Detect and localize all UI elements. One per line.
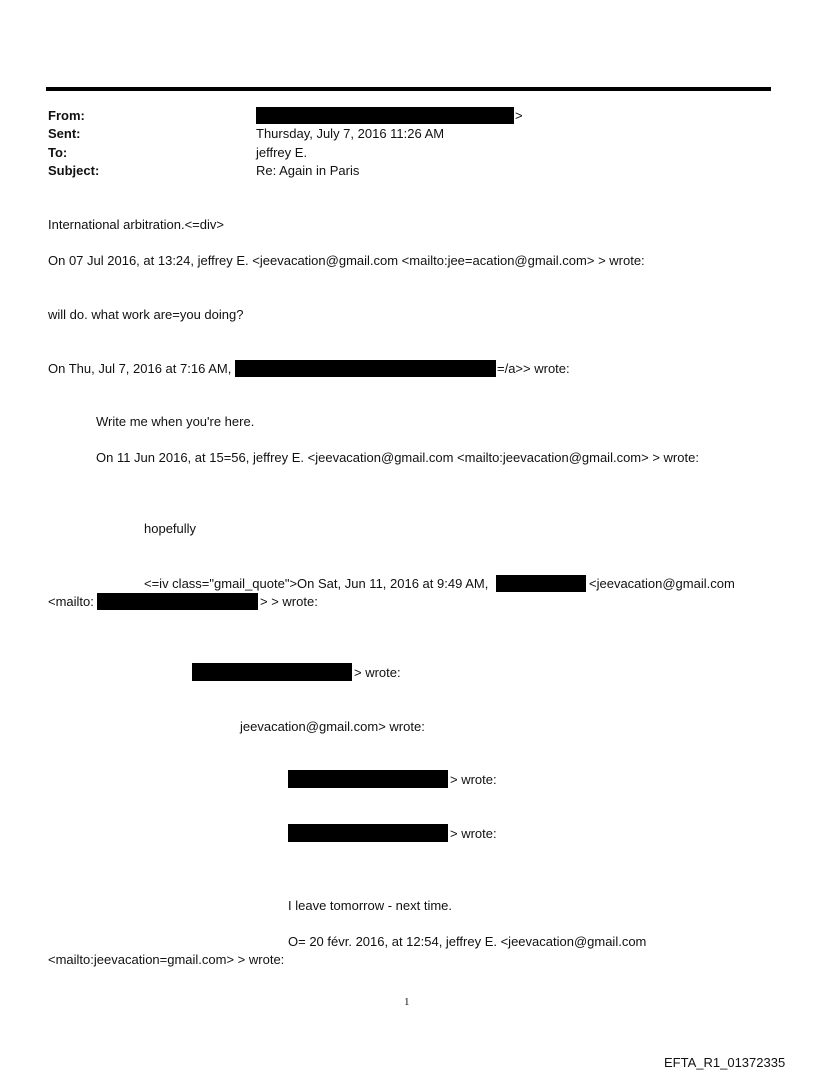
body-line-3: will do. what work are=you doing? (48, 307, 244, 322)
body-line-9b: > > wrote: (260, 594, 318, 609)
body-line-4a: On Thu, Jul 7, 2016 at 7:16 AM, (48, 361, 232, 376)
sent-label: Sent: (48, 126, 81, 141)
body-line-8a: <=iv class="gmail_quote">On Sat, Jun 11, 2016 at 9:49 AM, (144, 576, 489, 591)
body-line-8b: <jeevacation@gmail.com (589, 576, 735, 591)
from-value-suffix: > (515, 108, 523, 123)
document-id: EFTA_R1_01372335 (664, 1055, 786, 1070)
from-label: From: (48, 108, 85, 123)
body-line-15: O= 20 févr. 2016, at 12:54, jeffrey E. <jeevacation@gmail.com (288, 934, 647, 949)
subject-value: Re: Again in Paris (256, 163, 360, 178)
redaction-line-9 (97, 593, 258, 610)
body-line-12: > wrote: (450, 772, 497, 787)
body-line-7: hopefully (144, 521, 197, 536)
body-line-2: On 07 Jul 2016, at 13:24, jeffrey E. <jeevacation@gmail.com <mailto:jee=acation@gmail.com> > wrote: (48, 253, 645, 268)
page-number: 1 (404, 996, 410, 1008)
body-line-14: I leave tomorrow - next time. (288, 898, 452, 913)
body-line-1: International arbitration.<=div> (48, 217, 224, 232)
body-line-4b: =/a>> wrote: (497, 361, 570, 376)
redaction-line-13 (288, 824, 448, 842)
redaction-line-8 (496, 575, 586, 592)
body-line-16: <mailto:jeevacation=gmail.com> > wrote: (48, 952, 285, 967)
redaction-line-12 (288, 770, 448, 788)
body-line-9a: <mailto: (48, 594, 94, 609)
body-line-6: On 11 Jun 2016, at 15=56, jeffrey E. <jeevacation@gmail.com <mailto:jeevacation@gmail.com> > wrote: (96, 450, 699, 465)
header-rule (46, 87, 771, 91)
redaction-line-4 (235, 360, 496, 377)
sent-value: Thursday, July 7, 2016 11:26 AM (256, 126, 445, 141)
subject-label: Subject: (48, 163, 100, 178)
body-line-10: > wrote: (354, 665, 401, 680)
redaction-line-10 (192, 663, 352, 681)
body-line-5: Write me when you're here. (96, 414, 255, 429)
body-line-13: > wrote: (450, 826, 497, 841)
redaction-from (256, 107, 514, 124)
to-value: jeffrey E. (256, 145, 308, 160)
body-line-11: jeevacation@gmail.com> wrote: (240, 719, 425, 734)
to-label: To: (48, 145, 68, 160)
